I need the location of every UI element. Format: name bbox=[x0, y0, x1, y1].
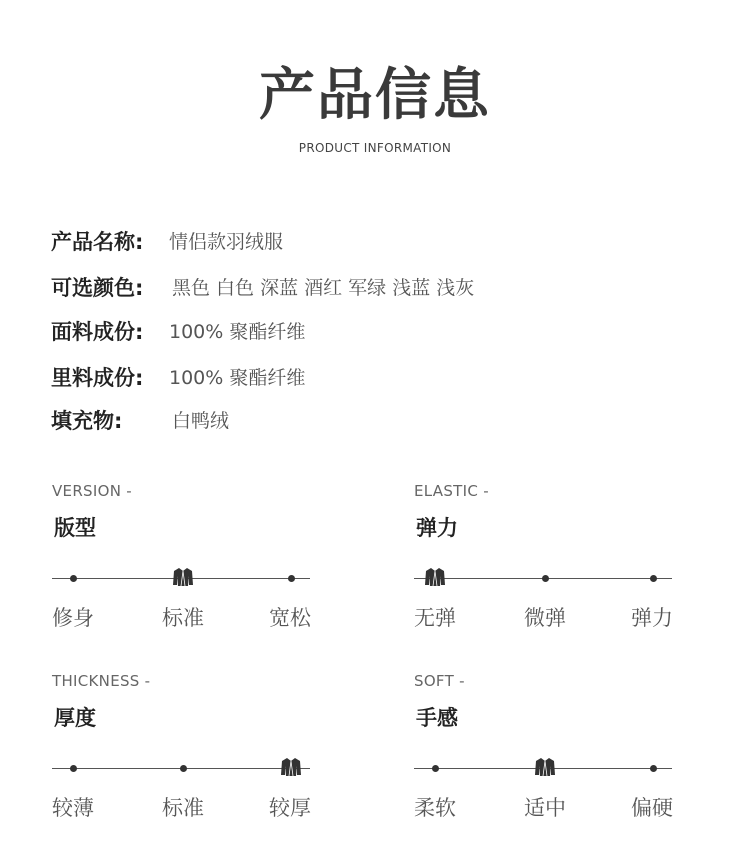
attribute-en-label: SOFT - bbox=[414, 672, 465, 690]
scale-option-label: 柔软 bbox=[414, 796, 456, 820]
jacket-icon bbox=[172, 566, 194, 588]
info-value: 情侣款羽绒服 bbox=[169, 231, 284, 253]
info-label: 填充物: bbox=[51, 409, 123, 433]
scale-dot bbox=[288, 575, 295, 582]
scale-dot bbox=[180, 765, 187, 772]
scale-option-label: 偏硬 bbox=[631, 796, 673, 820]
scale-option-label: 宽松 bbox=[269, 606, 311, 630]
scale-option-label: 弹力 bbox=[631, 606, 673, 630]
scale-dot bbox=[542, 575, 549, 582]
scale-dot bbox=[650, 575, 657, 582]
attribute-cn-label: 版型 bbox=[54, 516, 96, 540]
info-label: 可选颜色: bbox=[51, 276, 144, 300]
info-value: 100% 聚酯纤维 bbox=[169, 321, 306, 343]
info-value: 白鸭绒 bbox=[172, 410, 230, 432]
attribute-en-label: ELASTIC - bbox=[414, 482, 489, 500]
jacket-icon bbox=[424, 566, 446, 588]
attribute-en-label: THICKNESS - bbox=[52, 672, 151, 690]
jacket-icon bbox=[534, 756, 556, 778]
scale-option-label: 标准 bbox=[162, 796, 204, 820]
info-label: 里料成份: bbox=[51, 366, 144, 390]
scale-option-label: 较薄 bbox=[52, 796, 94, 820]
attribute-en-label: VERSION - bbox=[52, 482, 133, 500]
scale-option-label: 修身 bbox=[52, 606, 94, 630]
info-value: 100% 聚酯纤维 bbox=[169, 367, 306, 389]
scale-dot bbox=[70, 575, 77, 582]
attribute-thickness bbox=[52, 672, 312, 832]
info-label: 产品名称: bbox=[51, 230, 144, 254]
jacket-icon bbox=[280, 756, 302, 778]
scale-option-label: 标准 bbox=[162, 606, 204, 630]
scale-dot bbox=[650, 765, 657, 772]
scale-option-label: 无弹 bbox=[414, 606, 456, 630]
scale-option-label: 较厚 bbox=[269, 796, 311, 820]
attribute-cn-label: 手感 bbox=[416, 706, 458, 730]
info-value: 黑色 白色 深蓝 酒红 军绿 浅蓝 浅灰 bbox=[172, 277, 475, 299]
attribute-elastic bbox=[414, 482, 674, 642]
page-subtitle: PRODUCT INFORMATION bbox=[298, 141, 452, 155]
scale-option-label: 适中 bbox=[524, 796, 566, 820]
scale-option-label: 微弹 bbox=[524, 606, 566, 630]
attribute-cn-label: 弹力 bbox=[416, 516, 458, 540]
scale-dot bbox=[70, 765, 77, 772]
attribute-cn-label: 厚度 bbox=[54, 706, 96, 730]
page-title: 产品信息 bbox=[259, 63, 491, 128]
scale-dot bbox=[432, 765, 439, 772]
attribute-version bbox=[52, 482, 312, 642]
info-label: 面料成份: bbox=[51, 320, 144, 344]
attribute-soft bbox=[414, 672, 674, 832]
